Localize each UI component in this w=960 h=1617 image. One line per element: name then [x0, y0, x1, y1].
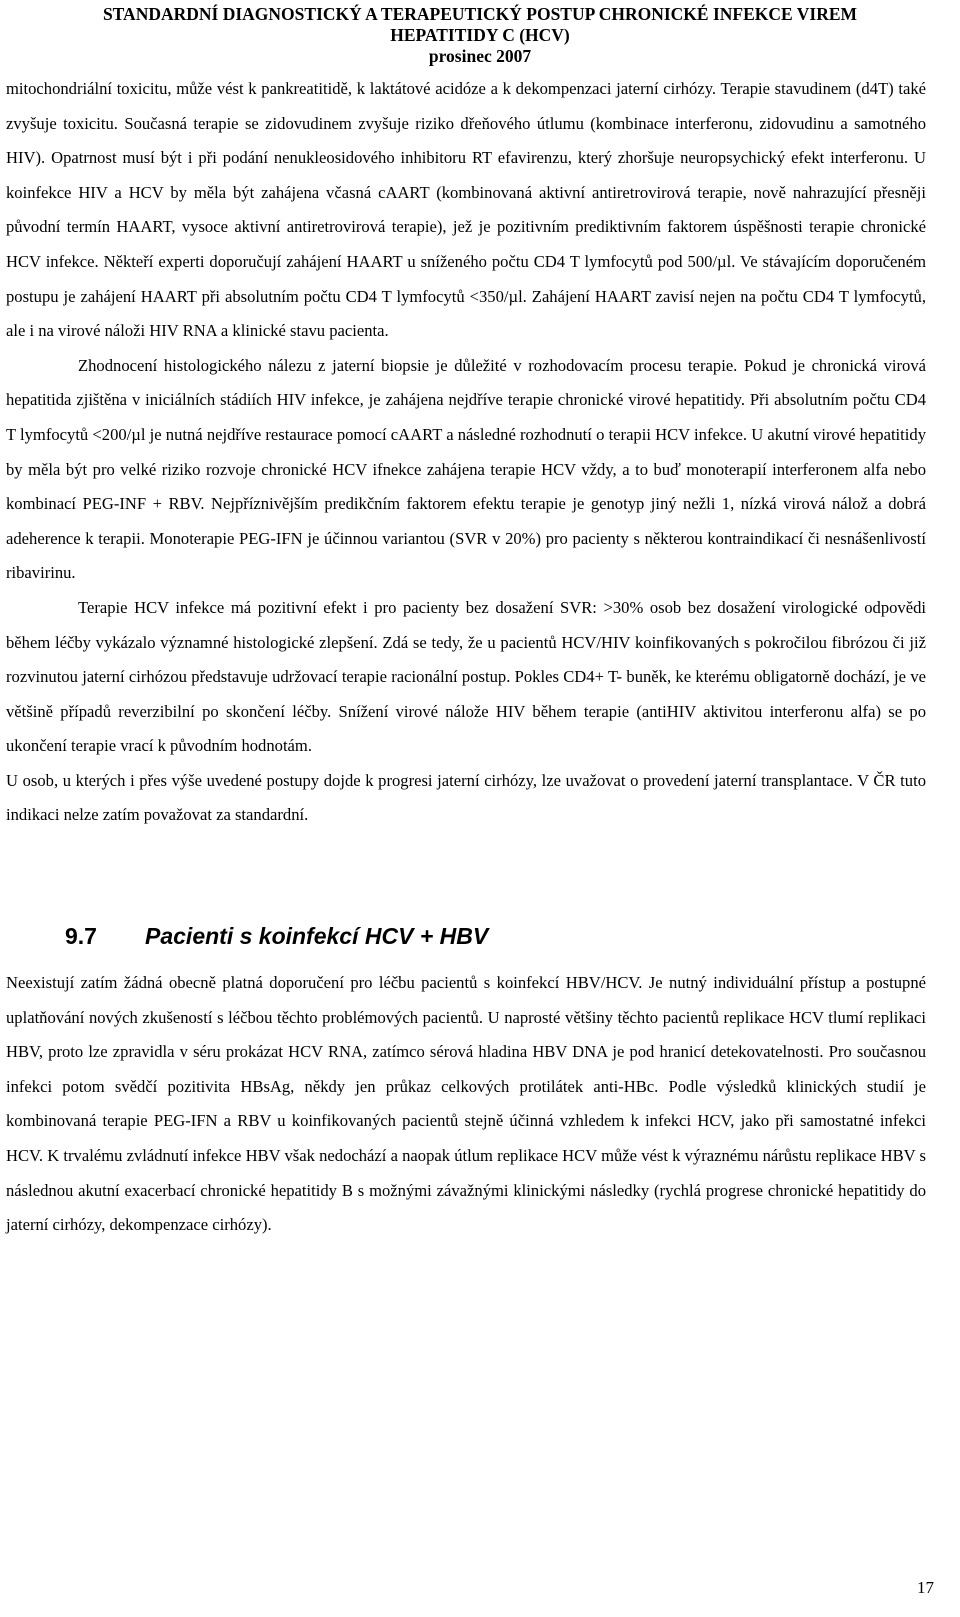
- paragraph-histology: Zhodnocení histologického nálezu z jaterní biopsie je důležité v rozhodovacím procesu terapie. Pokud je chronická virová hepatitida zjištěna v iniciálních stádiích HIV infekce, je zahájena nejdříve terapie chronické virové hepatitidy. Při absolutním počtu CD4 T lymfocytů <200/µl je nutná nejdříve restaurace pomocí cAART a následné rozhodnutí o terapii HCV infekce. U akutní virové hepatitidy by měla být pro velké riziko rozvoje chronické HCV ifnekce zahájena terapie HCV vždy, a to buď monoterapií interferonem alfa nebo kombinací PEG-INF + RBV. Nejpříznivějším predikčním faktorem efektu terapie je genotyp jiný nežli 1, nízká virová nálož a dobrá adeherence k terapii. Monoterapie PEG-IFN je účinnou variantou (SVR v 20%) pro pacienty s některou kontraindikací či nesnášenlivostí ribavirinu.: [6, 355, 926, 583]
- page-number: 17: [917, 1578, 934, 1597]
- page-header: [0, 4, 960, 67]
- section-heading: [6, 916, 926, 956]
- section-number: 9.7: [65, 923, 97, 950]
- header-title-line1: STANDARDNÍ DIAGNOSTICKÝ A TERAPEUTICKÝ POSTUP CHRONICKÉ INFEKCE VIREM: [102, 4, 858, 24]
- paragraph-transplantation: U osob, u kterých i přes výše uvedené postupy dojde k progresi jaterní cirhózy, lze uvažovat o provedení jaterní transplantace. V ČR tuto indikaci nelze zatím považovat za standardní.: [6, 770, 926, 825]
- paragraph-hiv-toxicity: mitochondriální toxicitu, může vést k pankreatitidě, k laktátové acidóze a k dekompenzaci jaterní cirhózy. Terapie stavudinem (d4T) také zvyšuje toxicitu. Současná terapie se zidovudinem zvyšuje riziko dřeňového útlumu (kombinace interferonu, zidovudinu a samotného HIV). Opatrnost musí být i při podání nenukleosidového inhibitoru RT efavirenzu, který zhoršuje neuropsychický efekt interferonu. U koinfekce HIV a HCV by měla být zahájena včasná cAART (kombinovaná aktivní antiretrovirová terapie, nově nahrazující přesněji původní termín HAART, vysoce aktivní antiretrovirová terapie), jež je pozitivním prediktivním faktorem úspěšnosti terapie chronické HCV infekce. Někteří experti doporučují zahájení HAART u sníženého počtu CD4 T lymfocytů pod 500/µl. Ve stávajícím doporučeném postupu je zahájení HAART při absolutním počtu CD4 T lymfocytů <350/µl. Zahájení HAART zavisí nejen na počtu CD4 T lymfocytů, ale i na virové náloži HIV RNA a klinické stavu pacienta.: [6, 79, 926, 341]
- header-title-line2: HEPATITIDY C (HCV): [390, 25, 570, 45]
- header-date: prosinec 2007: [428, 46, 532, 66]
- page-content: [6, 72, 926, 1243]
- paragraph-therapy-effect: Terapie HCV infekce má pozitivní efekt i pro pacienty bez dosažení SVR: >30% osob bez dosažení virologické odpovědi během léčby vykázalo významné histologické zlepšení. Zdá se tedy, že u pacientů HCV/HIV koinfikovaných s pokročilou fibrózou či již rozvinutou jaterní cirhózou představuje udržovací terapie racionální postup. Pokles CD4+ T- buněk, ke kterému obligatorně dochází, je ve většině případů reverzibilní po skončení léčby. Snížení virové nálože HIV během terapie (antiHIV aktivitou interferonu alfa) se po ukončení terapie vrací k původním hodnotám.: [6, 597, 926, 756]
- section-spacer: [6, 833, 926, 916]
- section-title: Pacienti s koinfekcí HCV + HBV: [145, 923, 489, 950]
- paragraph-hcv-hbv-coinfection: Neexistují zatím žádná obecně platná doporučení pro léčbu pacientů s koinfekcí HBV/HCV. Je nutný individuální přístup a postupné uplatňování nových zkušeností s léčbou těchto problémových pacientů. U naprosté většiny těchto pacientů replikace HCV tlumí replikaci HBV, proto lze zpravidla v séru prokázat HCV RNA, zatímco sérová hladina HBV DNA je pod hranicí detekovatelnosti. Pro současnou infekci potom svědčí pozitivita HBsAg, někdy jen průkaz celkových protilátek anti-HBc. Podle výsledků klinických studií je kombinovaná terapie PEG-IFN a RBV u koinfikovaných pacientů stejně účinná vzhledem k infekci HCV, jako při samostatné infekci HCV. K trvalému zvládnutí infekce HBV však nedochází a naopak útlum replikace HCV může vést k výraznému nárůstu replikace HBV s následnou akutní exacerbací chronické hepatitidy B s možnými závažnými klinickými následky (rychlá progrese chronické hepatitidy do jaterní cirhózy, dekompenzace cirhózy).: [6, 973, 926, 1235]
